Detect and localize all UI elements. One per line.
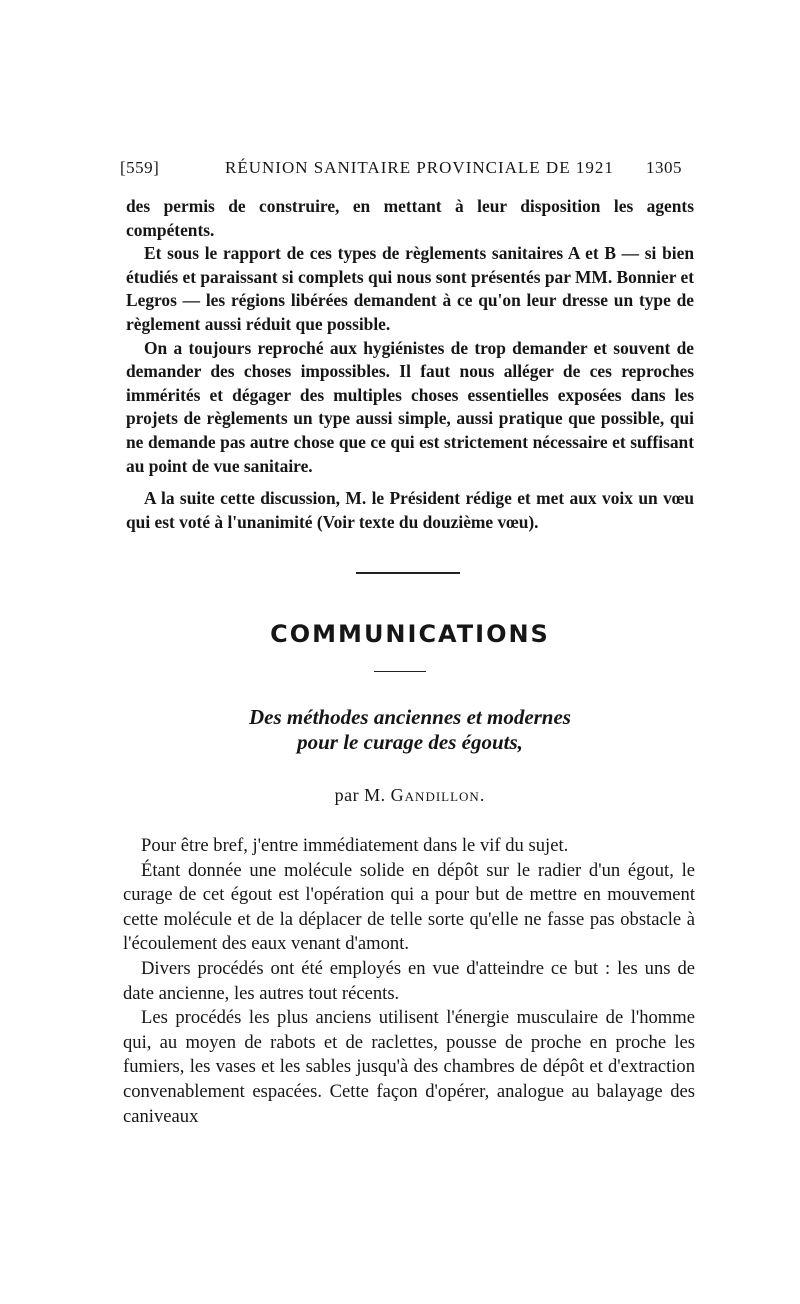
byline — [126, 785, 694, 806]
discussion-conclusion — [126, 487, 694, 534]
paragraph: Les procédés les plus anciens utilisent l'énergie musculaire de l'homme qui, au moyen de rabots et de raclettes, pousse de proche en proche les fumiers, les vases et les sables jusqu'à des chambres de dépôt et d'extraction convenablement espacées. Cette façon d'opérer, analogue au balayage des caniveaux — [123, 1007, 695, 1127]
article-body — [123, 834, 695, 1129]
article-title-line: Des méthodes anciennes et modernes — [249, 705, 571, 729]
intro-bold-text — [126, 195, 694, 478]
paragraph: Pour être bref, j'entre immédiatement dans le vif du sujet. — [141, 835, 569, 856]
separator-rule-short — [374, 671, 426, 672]
paragraph: On a toujours reproché aux hygiénistes de trop demander et souvent de demander des choses impossibles. Il faut nous alléger de ces reproches immérités et dégager des multiples choses essentielles exposées dans les projets de règlements un type aussi simple, aussi pratique que possible, qui ne demande pas autre chose que ce qui est strictement nécessaire et suffisant au point de vue sanitaire. — [126, 337, 694, 476]
article-title — [126, 705, 694, 755]
running-header — [120, 158, 682, 182]
section-title: COMMUNICATIONS — [270, 620, 550, 648]
separator-rule — [356, 572, 460, 574]
page-ref: [559] — [120, 158, 160, 177]
paragraph: Divers procédés ont été employés en vue d'atteindre ce but : les uns de date ancienne, les autres tout récents. — [123, 957, 695, 1004]
page-number: 1305 — [646, 158, 682, 177]
paragraph: A la suite cette discussion, M. le Président rédige et met aux voix un vœu qui est voté à l'unanimité (Voir texte du douzième vœu). — [126, 488, 694, 532]
running-title: RÉUNION SANITAIRE PROVINCIALE DE 1921 — [225, 158, 614, 177]
paragraph: des permis de construire, en mettant à leur disposition les agents compétents. — [126, 196, 694, 240]
paragraph: Étant donnée une molécule solide en dépôt sur le radier d'un égout, le curage de cet égout est l'opération qui a pour but de mettre en mouvement cette molécule et de la déplacer de telle sorte qu'elle ne fasse pas obstacle à l'écoulement des eaux venant d'amont. — [123, 859, 695, 955]
paragraph: Et sous le rapport de ces types de règlements sanitaires A et B — si bien étudiés et paraissant si complets qui nous sont présentés par MM. Bonnier et Legros — les régions libérées demandent à ce qu'on leur dresse un type de règlement aussi réduit que possible. — [126, 243, 694, 334]
author-name: Gandillon. — [390, 785, 486, 805]
byline-prefix: par M. — [334, 785, 386, 805]
article-title-line: pour le curage des égouts, — [297, 730, 523, 754]
